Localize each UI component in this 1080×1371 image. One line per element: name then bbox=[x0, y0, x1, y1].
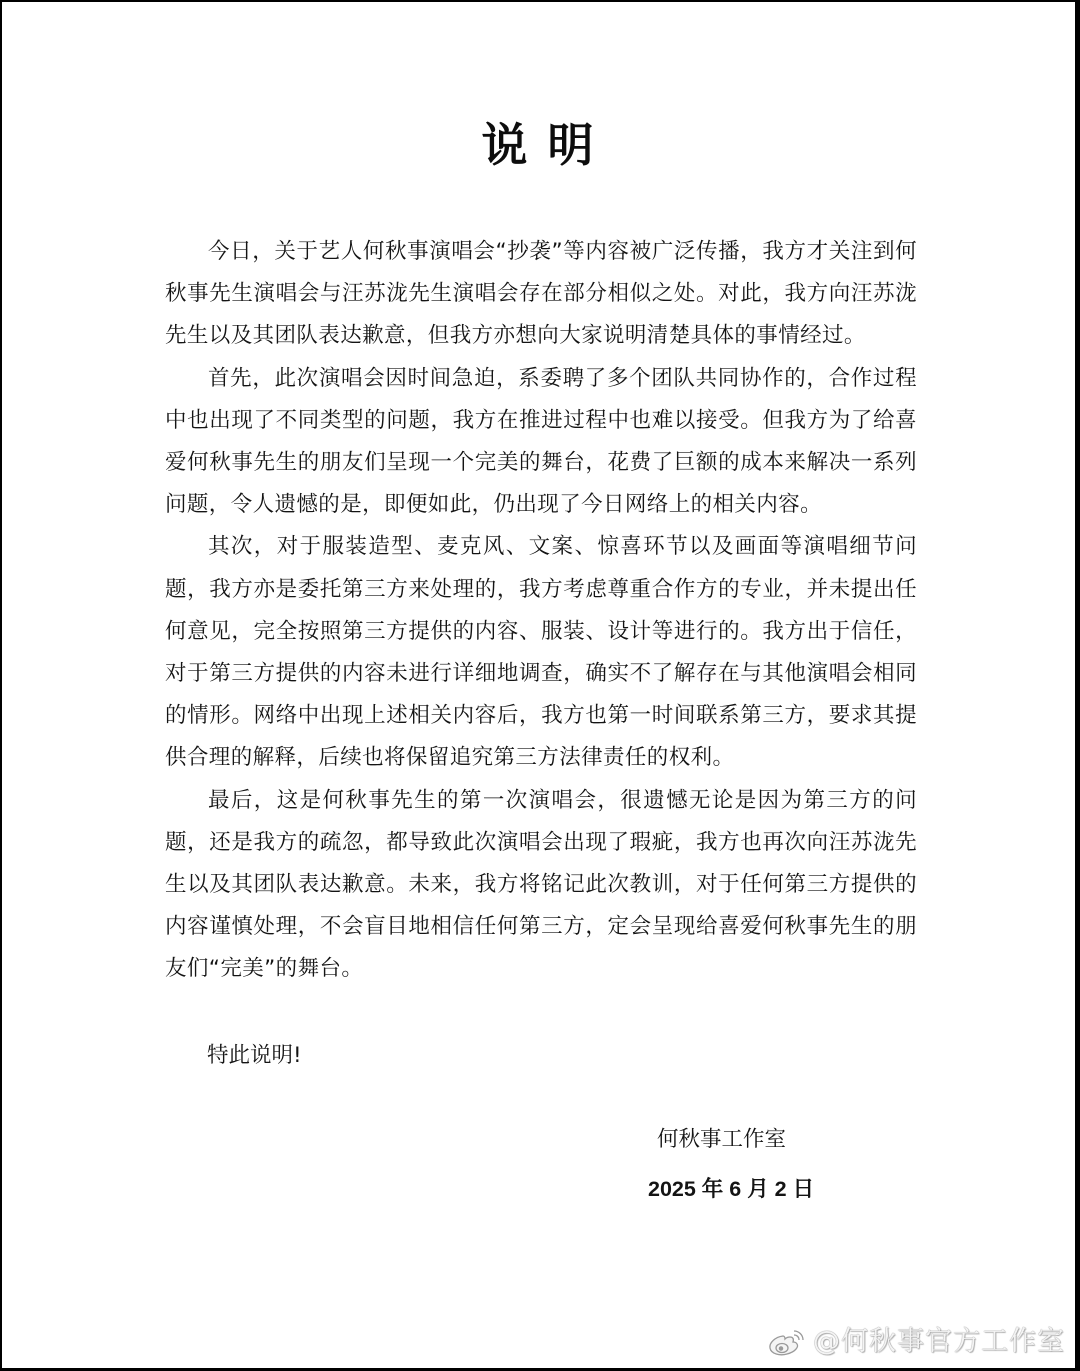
weibo-watermark bbox=[767, 1324, 1065, 1360]
watermark-text: @何秋事官方工作室 bbox=[813, 1326, 1065, 1357]
paragraph-second: 其次，对于服装造型、麦克风、文案、惊喜环节以及画面等演唱细节问题，我方亦是委托第三方来处理的，我方考虑尊重合作方的专业，并未提出任何意见，完全按照第三方提供的内容、服装、设计等进行的。我方出于信任，对于第三方提供的内容未进行详细地调查，确实不了解存在与其他演唱会相同的情形。网络中出现上述相关内容后，我方也第一时间联系第三方，要求其提供合理的解释，后续也将保留追究第三方法律责任的权利。 bbox=[165, 534, 917, 771]
paragraph-intro: 今日，关于艺人何秋事演唱会“抄袭”等内容被广泛传播，我方才关注到何秋事先生演唱会与汪苏泷先生演唱会存在部分相似之处。对此，我方向汪苏泷先生以及其团队表达歉意，但我方亦想向大家说明清楚具体的事情经过。 bbox=[165, 239, 917, 349]
document-page bbox=[2, 2, 1075, 1368]
closing-statement: 特此说明! bbox=[207, 1043, 302, 1068]
signature: 何秋事工作室 bbox=[657, 1127, 787, 1152]
document-title: 说明 bbox=[481, 118, 614, 172]
paragraph-first: 首先，此次演唱会因时间急迫，系委聘了多个团队共同协作的，合作过程中也出现了不同类型的问题，我方在推进过程中也难以接受。但我方为了给喜爱何秋事先生的朋友们呈现一个完美的舞台，花费了巨额的成本来解决一系列问题，令人遗憾的是，即便如此，仍出现了今日网络上的相关内容。 bbox=[165, 365, 917, 518]
document-date: 2025 年 6 月 2 日 bbox=[648, 1177, 815, 1201]
document-body bbox=[165, 231, 917, 991]
weibo-icon bbox=[767, 1326, 807, 1358]
paragraph-last: 最后，这是何秋事先生的第一次演唱会，很遗憾无论是因为第三方的问题，还是我方的疏忽，都导致此次演唱会出现了瑕疵，我方也再次向汪苏泷先生以及其团队表达歉意。未来，我方将铭记此次教训，对于任何第三方提供的内容谨慎处理，不会盲目地相信任何第三方，定会呈现给喜爱何秋事先生的朋友们“完美”的舞台。 bbox=[165, 787, 917, 982]
